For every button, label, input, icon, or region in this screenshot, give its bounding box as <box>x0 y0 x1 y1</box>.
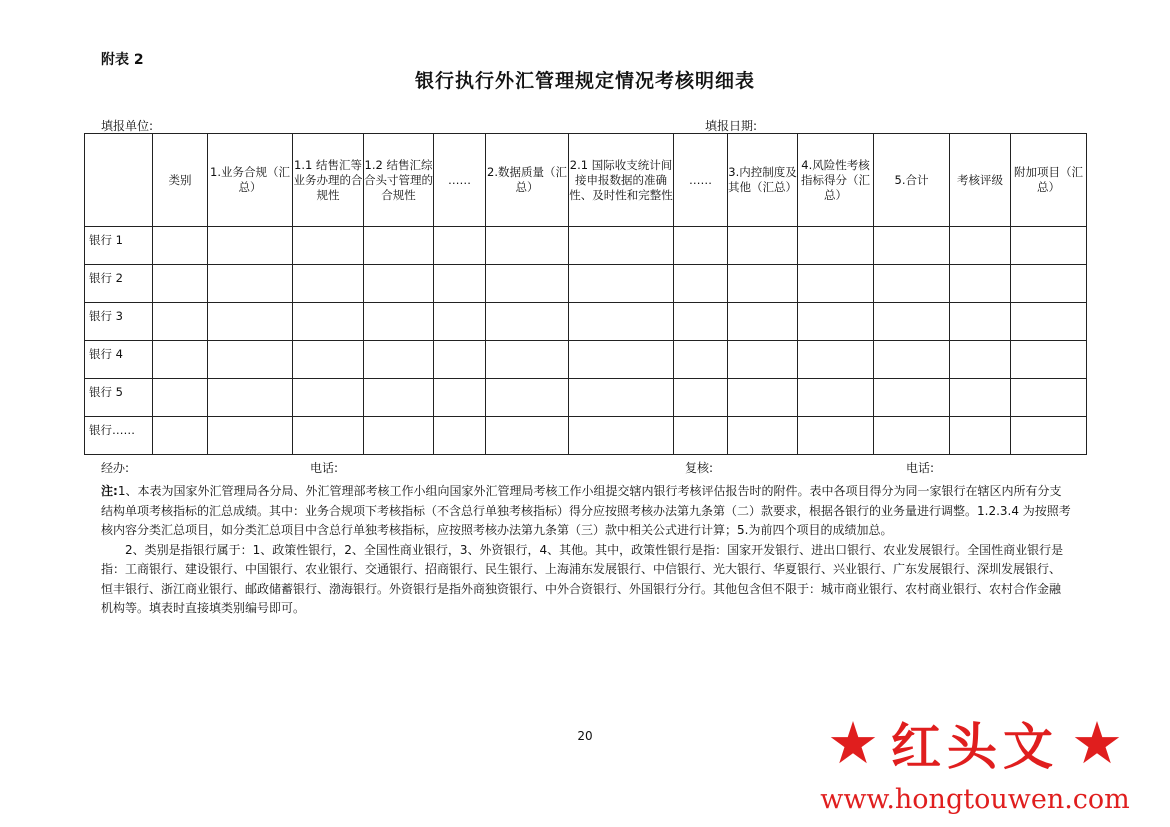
note-1-text: 1、本表为国家外汇管理局各分局、外汇管理部考核工作小组向国家外汇管理局考核工作小组提交辖内银行考核评估报告时的附件。表中各项目得分为同一家银行在辖区内所有分支结构单项考核指标的汇总成绩。其中：业务合规项下考核指标（不含总行单独考核指标）得分应按照考核办法第九条第（二）款要求，根据各银行的业务量进行调整。1.2.3.4 为按照考核内容分类汇总项目，如分类汇总项目中含总行单独考核指标，应按照考核办法第九条第（三）款中相关公式进行计算；5.为前四个项目的成绩加总。 <box>101 484 1071 537</box>
table-cell <box>153 379 208 417</box>
attachment-label: 附表 2 <box>101 52 144 68</box>
table-cell <box>798 341 874 379</box>
table-header-row <box>85 134 1087 227</box>
table-cell <box>674 303 728 341</box>
table-cell <box>569 227 674 265</box>
row-label: 银行 3 <box>85 303 153 341</box>
table-cell <box>728 227 798 265</box>
watermark <box>790 706 1160 821</box>
fill-unit-label: 填报单位: <box>101 119 154 133</box>
table-cell <box>798 417 874 455</box>
header-cell <box>85 134 153 227</box>
table-cell <box>798 379 874 417</box>
note-2: 2、类别是指银行属于：1、政策性银行，2、全国性商业银行，3、外资银行，4、其他。其中，政策性银行是指：国家开发银行、进出口银行、农业发展银行。全国性商业银行是指：工商银行、建设银行、中国银行、农业银行、交通银行、招商银行、民生银行、上海浦东发展银行、中信银行、光大银行、华夏银行、兴业银行、广东发展银行、深圳发展银行、恒丰银行、浙江商业银行、邮政储蓄银行、渤海银行。外资银行是指外商独资银行、中外合资银行、外国银行分行。其他包含但不限于：城市商业银行、农村商业银行、农村合作金融机构等。填表时直接填类别编号即可。 <box>101 542 1064 615</box>
table-cell <box>364 341 434 379</box>
table-cell <box>434 379 486 417</box>
table-cell <box>293 417 364 455</box>
page-number: 20 <box>577 729 593 743</box>
table-cell <box>569 379 674 417</box>
table-cell <box>674 265 728 303</box>
table-cell <box>208 341 293 379</box>
table-cell <box>293 303 364 341</box>
fill-date-label: 填报日期: <box>705 119 758 133</box>
note-1 <box>101 482 1071 541</box>
table-cell <box>569 341 674 379</box>
table-row <box>85 341 1087 379</box>
row-label: 银行 5 <box>85 379 153 417</box>
table-cell <box>798 227 874 265</box>
row-label: 银行…… <box>85 417 153 455</box>
document-title: 银行执行外汇管理规定情况考核明细表 <box>414 70 755 92</box>
header-cell: 附加项目（汇总） <box>1011 134 1087 227</box>
table-cell <box>293 227 364 265</box>
table-cell <box>364 227 434 265</box>
table-cell <box>569 417 674 455</box>
table-cell <box>950 227 1011 265</box>
watermark-text: 红头文 <box>891 717 1059 776</box>
header-cell: …… <box>434 134 486 227</box>
table-cell <box>434 341 486 379</box>
table-cell <box>486 379 569 417</box>
table-cell <box>434 227 486 265</box>
header-cell: …… <box>674 134 728 227</box>
table-cell <box>950 417 1011 455</box>
table-cell <box>950 379 1011 417</box>
header-cell: 1.2 结售汇综合头寸管理的合规性 <box>364 134 434 227</box>
table-cell <box>874 341 950 379</box>
table-cell <box>950 341 1011 379</box>
table-cell <box>486 227 569 265</box>
table-cell <box>364 417 434 455</box>
table-cell <box>674 227 728 265</box>
reviewer-label: 复核: <box>685 461 714 475</box>
table-cell <box>569 265 674 303</box>
table-cell <box>1011 227 1087 265</box>
table-cell <box>208 417 293 455</box>
header-cell: 1.业务合规（汇总） <box>208 134 293 227</box>
table-cell <box>569 303 674 341</box>
header-cell: 1.1 结售汇等业务办理的合规性 <box>293 134 364 227</box>
table-cell <box>364 303 434 341</box>
table-cell <box>950 303 1011 341</box>
table-cell <box>728 379 798 417</box>
table-cell <box>674 379 728 417</box>
table-cell <box>874 227 950 265</box>
note-prefix: 注: <box>101 484 118 498</box>
table-cell <box>208 303 293 341</box>
table-cell <box>874 417 950 455</box>
header-cell: 3.内控制度及其他（汇总） <box>728 134 798 227</box>
table-cell <box>798 265 874 303</box>
table-cell <box>293 341 364 379</box>
table-cell <box>153 303 208 341</box>
table-cell <box>1011 265 1087 303</box>
header-cell: 2.1 国际收支统计间接申报数据的准确性、及时性和完整性 <box>569 134 674 227</box>
table-cell <box>1011 341 1087 379</box>
table-row <box>85 227 1087 265</box>
header-cell: 考核评级 <box>950 134 1011 227</box>
table-cell <box>486 265 569 303</box>
table-cell <box>153 227 208 265</box>
notes <box>101 482 1071 619</box>
table-cell <box>434 417 486 455</box>
header-cell: 2.数据质量（汇总） <box>486 134 569 227</box>
header-cell: 类别 <box>153 134 208 227</box>
table-cell <box>798 303 874 341</box>
header-cell: 5.合计 <box>874 134 950 227</box>
table-cell <box>874 265 950 303</box>
table-cell <box>486 417 569 455</box>
table-row <box>85 379 1087 417</box>
table-cell <box>208 265 293 303</box>
table-cell <box>434 265 486 303</box>
table-cell <box>208 379 293 417</box>
table-cell <box>434 303 486 341</box>
header-cell: 4.风险性考核指标得分（汇总） <box>798 134 874 227</box>
row-label: 银行 2 <box>85 265 153 303</box>
table-cell <box>728 417 798 455</box>
phone-label: 电话: <box>310 461 339 475</box>
table-cell <box>674 417 728 455</box>
table-cell <box>486 303 569 341</box>
table-cell <box>1011 379 1087 417</box>
table-cell <box>153 341 208 379</box>
table-cell <box>728 303 798 341</box>
row-label: 银行 4 <box>85 341 153 379</box>
table-cell <box>1011 303 1087 341</box>
star-icon: ★ <box>827 709 879 777</box>
table-row <box>85 265 1087 303</box>
handler-label: 经办: <box>101 461 130 475</box>
table-row <box>85 303 1087 341</box>
table-row <box>85 417 1087 455</box>
table-cell <box>486 341 569 379</box>
table-cell <box>1011 417 1087 455</box>
table-cell <box>153 417 208 455</box>
table-cell <box>674 341 728 379</box>
table-cell <box>728 265 798 303</box>
table-cell <box>874 303 950 341</box>
phone-label: 电话: <box>906 461 935 475</box>
table-cell <box>950 265 1011 303</box>
table-cell <box>364 379 434 417</box>
table-cell <box>364 265 434 303</box>
row-label: 银行 1 <box>85 227 153 265</box>
table-cell <box>728 341 798 379</box>
table-cell <box>293 379 364 417</box>
table-cell <box>153 265 208 303</box>
watermark-url: www.hongtouwen.com <box>820 784 1130 815</box>
assessment-table <box>84 133 1087 455</box>
table-cell <box>874 379 950 417</box>
star-icon: ★ <box>1071 709 1123 777</box>
table-cell <box>208 227 293 265</box>
table-cell <box>293 265 364 303</box>
